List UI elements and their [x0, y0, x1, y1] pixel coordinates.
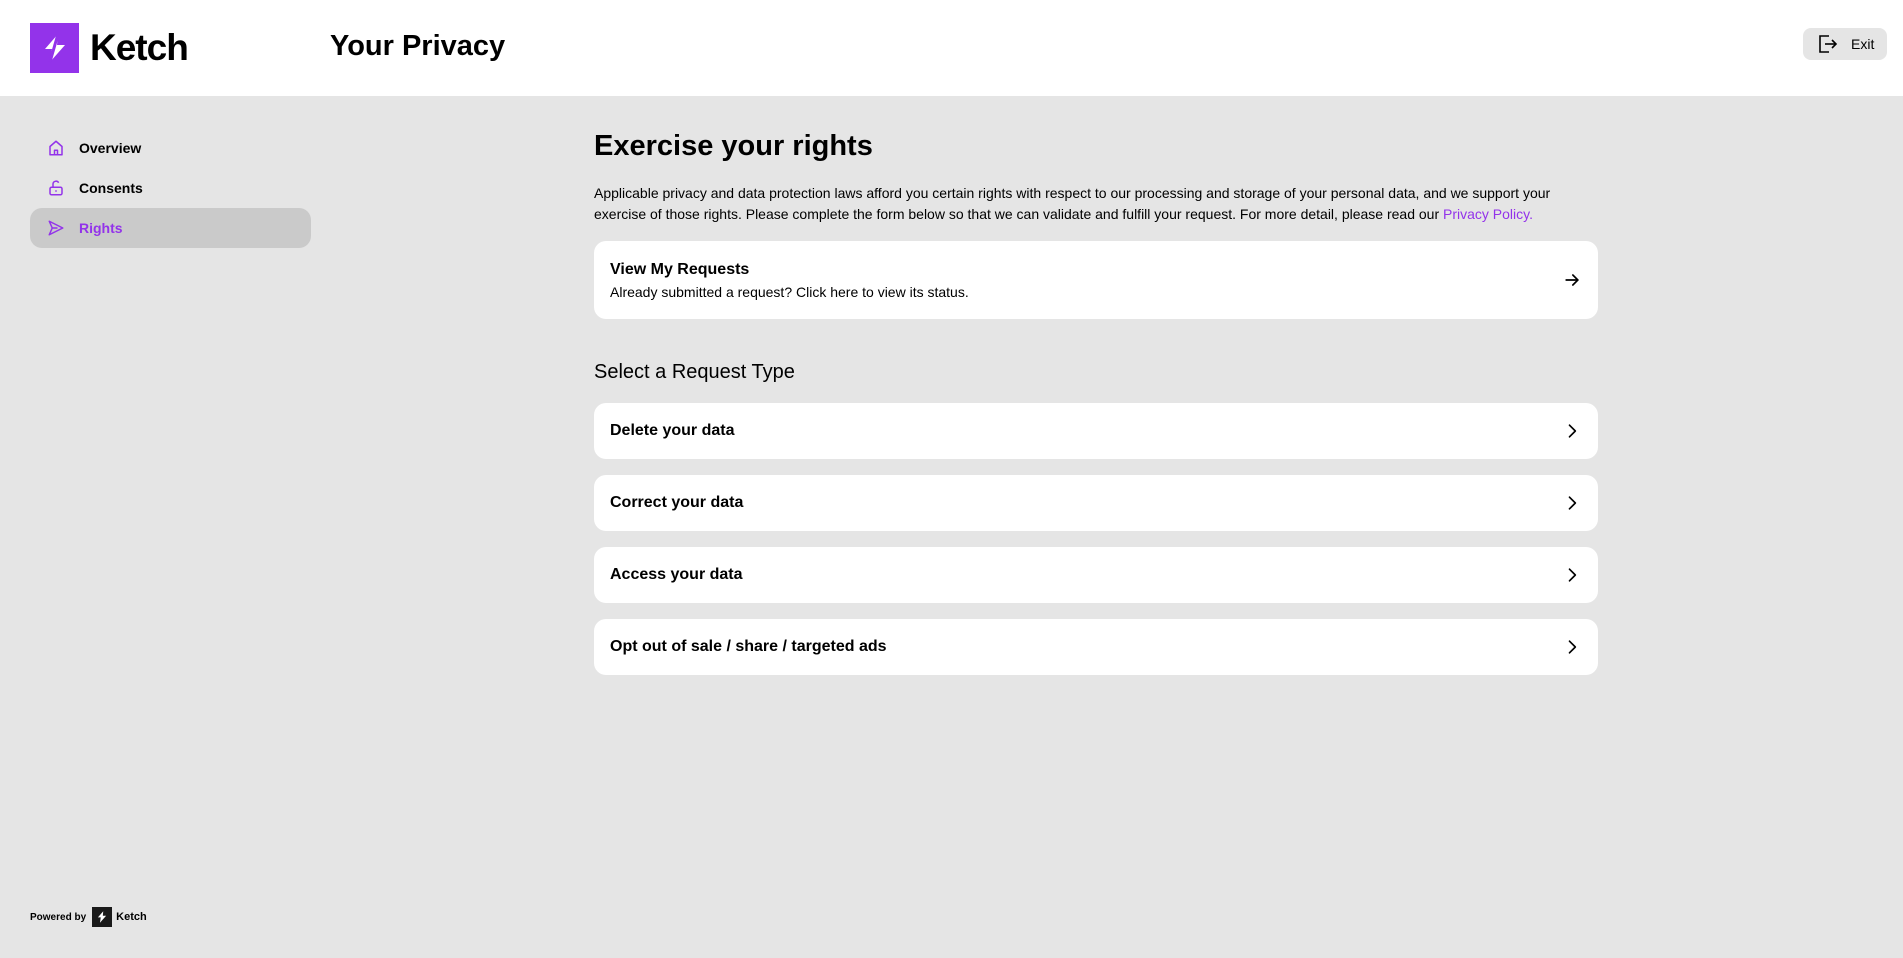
exit-label: Exit	[1851, 36, 1875, 52]
top-bar	[0, 0, 1903, 96]
section-heading: Exercise your rights	[594, 130, 873, 162]
request-label: Opt out of sale / share / targeted ads	[610, 638, 887, 655]
sidebar-item-label: Rights	[79, 220, 123, 236]
sidebar-item-consents[interactable]	[30, 168, 311, 208]
chevron-right-icon	[1562, 493, 1582, 513]
view-requests-title: View My Requests	[610, 260, 750, 278]
sidebar-item-label: Overview	[79, 140, 142, 156]
exit-icon	[1815, 32, 1839, 56]
brand-name: Ketch	[90, 27, 188, 68]
unlock-icon	[47, 179, 65, 197]
request-label: Access your data	[610, 566, 743, 583]
privacy-policy-link[interactable]: Privacy Policy.	[1443, 206, 1533, 222]
main-content	[594, 130, 1598, 691]
ketch-logo	[30, 23, 188, 73]
sidebar-item-label: Consents	[79, 180, 143, 196]
chevron-right-icon	[1562, 421, 1582, 441]
intro-paragraph: Applicable privacy and data protection laws afford you certain rights with respect to our processing and storage of your personal data, and we support your exercise of those rights. Please complete the form below so that we can validate and fulfill your request. For more detail, please read our	[594, 185, 1551, 222]
ketch-mini-logo-icon	[92, 907, 112, 927]
chevron-right-icon	[1562, 565, 1582, 585]
ketch-logo-icon	[30, 23, 79, 73]
view-requests-card[interactable]	[594, 241, 1598, 319]
sidebar-nav	[30, 128, 311, 248]
chevron-right-icon	[1562, 637, 1582, 657]
view-requests-subtitle: Already submitted a request? Click here to view its status.	[610, 283, 969, 300]
request-label: Delete your data	[610, 422, 735, 439]
powered-by-label: Powered by	[30, 911, 87, 923]
exit-button[interactable]	[1803, 28, 1887, 60]
request-type-list	[594, 403, 1598, 675]
page-title: Your Privacy	[330, 30, 506, 62]
request-label: Correct your data	[610, 494, 744, 511]
request-delete-data[interactable]	[594, 403, 1598, 459]
home-icon	[47, 139, 65, 157]
sidebar-item-overview[interactable]	[30, 128, 311, 168]
footer-brand: Ketch	[116, 911, 147, 923]
request-opt-out[interactable]	[594, 619, 1598, 675]
sidebar-item-rights[interactable]	[30, 208, 311, 248]
request-correct-data[interactable]	[594, 475, 1598, 531]
request-type-heading: Select a Request Type	[594, 361, 795, 383]
request-access-data[interactable]	[594, 547, 1598, 603]
arrow-right-icon	[1562, 270, 1582, 290]
powered-by-footer[interactable]	[30, 907, 147, 927]
intro-text	[594, 183, 1598, 225]
send-icon	[47, 219, 65, 237]
